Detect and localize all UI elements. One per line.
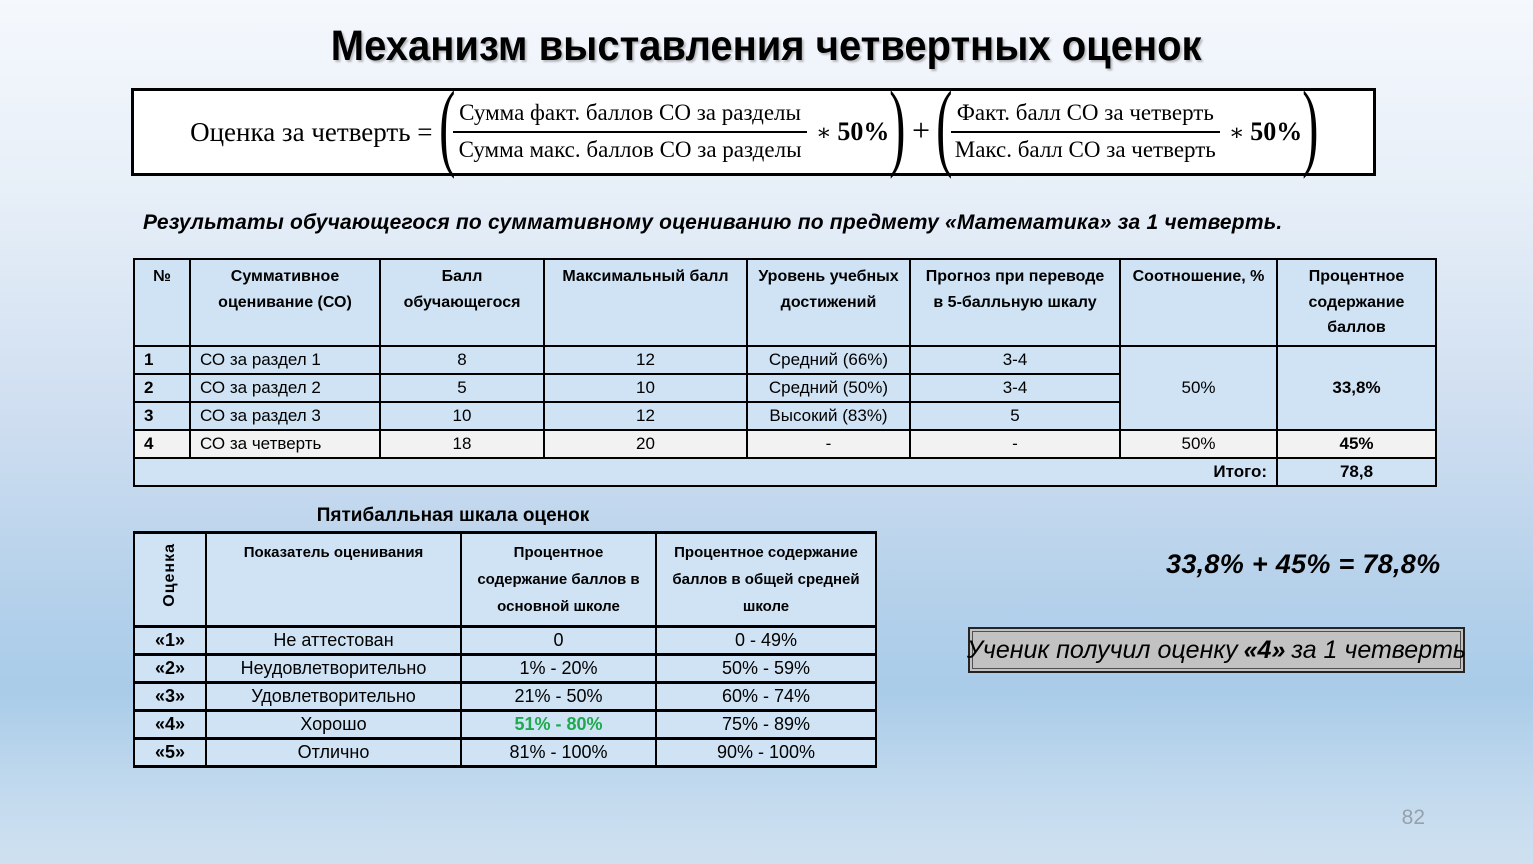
table-header-row bbox=[134, 259, 1436, 346]
scale-table-title: Пятибалльная шкала оценок bbox=[316, 505, 590, 526]
results-subtitle: Результаты обучающегося по суммативному оцениванию по предмету «Математика» за 1 четверть. bbox=[143, 211, 1283, 234]
max-score: 10 bbox=[544, 374, 747, 402]
col-header-ratio: Соотношение, % bbox=[1120, 259, 1277, 346]
scale-header-row bbox=[134, 533, 876, 627]
row-number: 4 bbox=[134, 430, 190, 458]
so-name: СО за раздел 1 bbox=[190, 346, 380, 374]
fraction-1-numerator: Сумма факт. баллов СО за разделы bbox=[459, 100, 801, 126]
col-header-secondary-school: Процентное содержание баллов в общей средней школе bbox=[656, 533, 876, 627]
forecast-grade: 5 bbox=[910, 402, 1120, 430]
multiplier-2 bbox=[1229, 117, 1302, 147]
secondary-range-cell: 50% - 59% bbox=[656, 655, 876, 683]
ratio-value: 50% bbox=[1120, 430, 1277, 458]
page-number: 82 bbox=[1401, 806, 1425, 829]
col-header-percent: Процентное содержание баллов bbox=[1277, 259, 1436, 346]
table-row-quarter bbox=[134, 430, 1436, 458]
max-score: 12 bbox=[544, 402, 747, 430]
total-row bbox=[134, 458, 1436, 486]
col-header-student-score: Балл обучающегося bbox=[380, 259, 544, 346]
scale-row bbox=[134, 655, 876, 683]
fraction-1 bbox=[453, 99, 807, 165]
so-name: СО за раздел 2 bbox=[190, 374, 380, 402]
grade-cell: «3» bbox=[134, 683, 206, 711]
achievement-level: Средний (50%) bbox=[747, 374, 910, 402]
grade-vertical-label: Оценка bbox=[160, 543, 178, 607]
open-paren: ( bbox=[438, 72, 455, 180]
basic-range-cell: 0 bbox=[461, 627, 656, 655]
achievement-level: - bbox=[747, 430, 910, 458]
grade-cell: «5» bbox=[134, 739, 206, 767]
student-score: 5 bbox=[380, 374, 544, 402]
fraction-2-numerator: Факт. балл СО за четверть bbox=[956, 100, 1214, 126]
asterisk-operator: ∗ bbox=[815, 120, 832, 145]
total-label: Итого: bbox=[134, 458, 1277, 486]
so-name: СО за четверть bbox=[190, 430, 380, 458]
row-number: 1 bbox=[134, 346, 190, 374]
col-header-number: № bbox=[134, 259, 190, 346]
grade-cell: «4» bbox=[134, 711, 206, 739]
col-header-grade bbox=[134, 533, 206, 627]
col-header-indicator: Показатель оценивания bbox=[206, 533, 461, 627]
result-prefix: Ученик получил оценку bbox=[966, 635, 1238, 664]
secondary-range-cell: 0 - 49% bbox=[656, 627, 876, 655]
plus-operator: + bbox=[912, 111, 931, 148]
scale-row-highlighted bbox=[134, 711, 876, 739]
total-value: 78,8 bbox=[1277, 458, 1436, 486]
fraction-2 bbox=[951, 99, 1220, 165]
forecast-grade: 3-4 bbox=[910, 346, 1120, 374]
achievement-level: Высокий (83%) bbox=[747, 402, 910, 430]
summary-equation: 33,8% + 45% = 78,8% bbox=[1166, 549, 1441, 579]
formula-lhs: Оценка за четверть = bbox=[190, 116, 433, 147]
forecast-grade: 3-4 bbox=[910, 374, 1120, 402]
page-title bbox=[0, 22, 1533, 71]
secondary-range-cell: 90% - 100% bbox=[656, 739, 876, 767]
scale-row bbox=[134, 627, 876, 655]
col-header-basic-school: Процентное содержание баллов в основной школе bbox=[461, 533, 656, 627]
basic-range-cell: 21% - 50% bbox=[461, 683, 656, 711]
achievement-level: Средний (66%) bbox=[747, 346, 910, 374]
scale-row bbox=[134, 739, 876, 767]
result-grade: «4» bbox=[1243, 635, 1286, 664]
scale-row bbox=[134, 683, 876, 711]
result-suffix: за 1 четверть bbox=[1291, 635, 1467, 664]
indicator-cell: Удовлетворительно bbox=[206, 683, 461, 711]
fraction-1-denominator: Сумма макс. баллов СО за разделы bbox=[453, 131, 807, 165]
row-number: 3 bbox=[134, 402, 190, 430]
rate-value: 50% bbox=[1250, 117, 1303, 146]
col-header-max-score: Максимальный балл bbox=[544, 259, 747, 346]
formula-box bbox=[131, 72, 1376, 180]
basic-range-cell-highlighted: 51% - 80% bbox=[461, 711, 656, 739]
fraction-2-denominator: Макс. балл СО за четверть bbox=[951, 131, 1220, 165]
ratio-merged-cell: 50% bbox=[1120, 346, 1277, 430]
forecast-grade: - bbox=[910, 430, 1120, 458]
grade-cell: «2» bbox=[134, 655, 206, 683]
summative-results-table bbox=[133, 258, 1437, 487]
open-paren: ( bbox=[936, 72, 953, 180]
student-score: 18 bbox=[380, 430, 544, 458]
percent-value: 45% bbox=[1277, 430, 1436, 458]
max-score: 20 bbox=[544, 430, 747, 458]
page-title-text: Механизм выставления четвертных оценок bbox=[331, 22, 1202, 70]
indicator-cell: Отлично bbox=[206, 739, 461, 767]
secondary-range-cell: 75% - 89% bbox=[656, 711, 876, 739]
indicator-cell: Неудовлетворительно bbox=[206, 655, 461, 683]
five-point-scale-table bbox=[133, 531, 877, 768]
col-header-forecast: Прогноз при переводе в 5-балльную шкалу bbox=[910, 259, 1120, 346]
close-paren: ) bbox=[889, 72, 906, 180]
student-score: 10 bbox=[380, 402, 544, 430]
so-name: СО за раздел 3 bbox=[190, 402, 380, 430]
indicator-cell: Хорошо bbox=[206, 711, 461, 739]
max-score: 12 bbox=[544, 346, 747, 374]
row-number: 2 bbox=[134, 374, 190, 402]
result-box bbox=[968, 627, 1465, 673]
col-header-achievement: Уровень учебных достижений bbox=[747, 259, 910, 346]
secondary-range-cell: 60% - 74% bbox=[656, 683, 876, 711]
rate-value: 50% bbox=[837, 117, 890, 146]
percent-merged-cell: 33,8% bbox=[1277, 346, 1436, 430]
table-row bbox=[134, 346, 1436, 374]
asterisk-operator: ∗ bbox=[1228, 120, 1245, 145]
basic-range-cell: 1% - 20% bbox=[461, 655, 656, 683]
grade-cell: «1» bbox=[134, 627, 206, 655]
student-score: 8 bbox=[380, 346, 544, 374]
close-paren: ) bbox=[1302, 72, 1319, 180]
multiplier-1 bbox=[816, 117, 889, 147]
basic-range-cell: 81% - 100% bbox=[461, 739, 656, 767]
indicator-cell: Не аттестован bbox=[206, 627, 461, 655]
col-header-summative: Суммативное оценивание (СО) bbox=[190, 259, 380, 346]
